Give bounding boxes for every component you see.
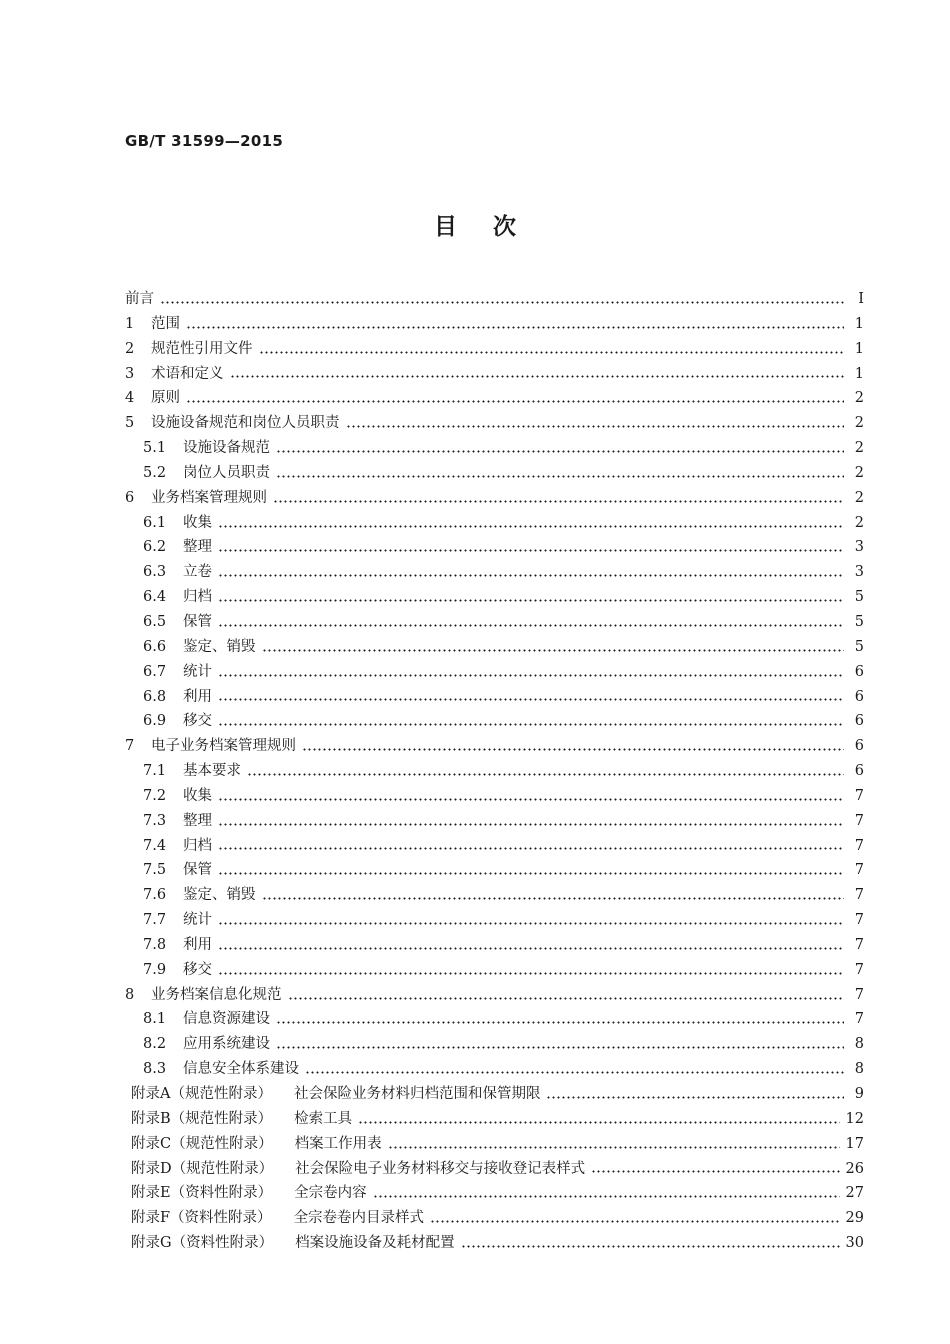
appendix-label: 附录F（资料性附录） xyxy=(131,1210,272,1227)
toc-entry-number: 6.4 xyxy=(143,589,167,606)
toc-entry-page: 27 xyxy=(845,1185,864,1202)
toc-entry-title: 业务档案管理规则 xyxy=(151,489,267,506)
toc-entry-page: Ⅰ xyxy=(858,291,864,307)
toc-entry[interactable] xyxy=(125,784,864,809)
toc-entry-appendix[interactable] xyxy=(125,1107,864,1132)
dot-leader xyxy=(218,872,844,875)
appendix-label: 附录D（规范性附录） xyxy=(131,1160,274,1177)
toc-entry-title: 业务档案信息化规范 xyxy=(151,986,282,1003)
toc-entry-page: 17 xyxy=(845,1135,864,1152)
toc-entry-title: 保管 xyxy=(183,613,212,630)
toc-entry-page: 7 xyxy=(854,961,864,978)
toc-entry[interactable] xyxy=(125,461,864,486)
page-title: 目次 xyxy=(434,214,552,240)
toc-entry-page: 2 xyxy=(854,440,864,457)
dot-leader xyxy=(218,972,844,975)
dot-leader xyxy=(461,1245,840,1248)
toc-entry-title: 全宗卷卷内目录样式 xyxy=(293,1210,425,1227)
dot-leader xyxy=(247,773,844,776)
toc-entry-title: 社会保险业务材料归档范围和保管期限 xyxy=(293,1086,541,1102)
toc-entry-title: 岗位人员职责 xyxy=(183,464,270,481)
toc-entry-title: 信息安全体系建设 xyxy=(183,1061,299,1078)
toc-entry-title: 收集 xyxy=(183,787,212,804)
toc-entry-number: 6.7 xyxy=(143,663,167,680)
toc-entry-title: 设施设备规范和岗位人员职责 xyxy=(151,415,340,432)
toc-entry-number: 7.9 xyxy=(143,961,167,978)
dot-leader xyxy=(160,301,844,304)
toc-entry[interactable] xyxy=(125,908,864,933)
dot-leader xyxy=(218,549,844,552)
toc-entry-title: 收集 xyxy=(183,514,212,531)
toc-entry-page: 3 xyxy=(854,564,864,581)
dot-leader xyxy=(218,624,844,627)
toc-entry-page: 29 xyxy=(845,1210,864,1227)
dot-leader xyxy=(218,574,844,577)
toc-entry[interactable] xyxy=(125,983,864,1008)
dot-leader xyxy=(430,1220,839,1223)
dot-leader xyxy=(305,1071,844,1074)
toc-entry-page: 7 xyxy=(854,1011,864,1028)
dot-leader xyxy=(262,649,845,652)
dot-leader xyxy=(218,723,844,726)
toc-entry-page: 5 xyxy=(854,638,864,655)
toc-entry-title: 档案设施设备及耗材配置 xyxy=(295,1235,455,1252)
toc-entry-appendix[interactable] xyxy=(125,1132,864,1157)
dot-leader xyxy=(218,599,844,602)
dot-leader xyxy=(262,897,845,900)
toc-entry-front[interactable] xyxy=(125,287,864,312)
toc-entry-number: 6.9 xyxy=(143,713,167,730)
toc-entry-appendix[interactable] xyxy=(125,1231,864,1256)
toc-entry-number: 7.1 xyxy=(143,763,167,780)
toc-entry-page: 2 xyxy=(854,489,864,506)
toc-entry-page: 30 xyxy=(845,1235,864,1252)
toc-entry-page: 6 xyxy=(854,713,864,730)
toc-entry-page: 5 xyxy=(854,589,864,606)
toc-entry[interactable] xyxy=(125,933,864,958)
toc-entry-page: 26 xyxy=(845,1160,864,1177)
toc-entry-title: 移交 xyxy=(183,713,212,730)
toc-entry-title: 移交 xyxy=(183,961,212,978)
toc-entry[interactable] xyxy=(125,362,864,387)
toc-entry-title: 前言 xyxy=(125,291,154,307)
toc-entry[interactable] xyxy=(125,834,864,859)
toc-entry-page: 12 xyxy=(845,1110,864,1127)
toc-entry[interactable] xyxy=(125,535,864,560)
toc-entry[interactable] xyxy=(125,759,864,784)
toc-entry-title: 归档 xyxy=(183,837,212,854)
toc-entry-number: 7.8 xyxy=(143,936,167,953)
toc-entry-page: 7 xyxy=(854,887,864,904)
toc-entry-page: 7 xyxy=(854,986,864,1003)
dot-leader xyxy=(259,351,845,354)
dot-leader xyxy=(276,1021,844,1024)
dot-leader xyxy=(186,400,844,403)
toc-entry-number: 4 xyxy=(125,390,135,407)
toc-entry-title: 保管 xyxy=(183,862,212,879)
toc-entry[interactable] xyxy=(125,585,864,610)
dot-leader xyxy=(591,1170,839,1173)
toc-entry-title: 信息资源建设 xyxy=(183,1011,270,1028)
toc-entry-page: 8 xyxy=(854,1036,864,1053)
dot-leader xyxy=(373,1195,840,1198)
toc-entry-page: 2 xyxy=(854,464,864,481)
table-of-contents xyxy=(125,287,864,1256)
dot-leader xyxy=(218,674,844,677)
toc-entry-page: 2 xyxy=(854,390,864,407)
toc-entry-page: 1 xyxy=(854,365,864,382)
dot-leader xyxy=(346,425,845,428)
toc-entry-number: 5.1 xyxy=(143,440,167,457)
toc-entry-title: 设施设备规范 xyxy=(183,440,270,457)
toc-entry-title: 原则 xyxy=(151,390,180,407)
toc-entry-number: 8 xyxy=(125,986,135,1003)
toc-entry-title: 鉴定、销毁 xyxy=(183,887,256,904)
dot-leader xyxy=(218,698,844,701)
toc-entry-number: 6.1 xyxy=(143,514,167,531)
toc-entry[interactable] xyxy=(125,858,864,883)
toc-entry[interactable] xyxy=(125,312,864,337)
dot-leader xyxy=(218,525,844,528)
toc-entry[interactable] xyxy=(125,709,864,734)
toc-entry-title: 利用 xyxy=(183,936,212,953)
toc-entry-page: 7 xyxy=(854,787,864,804)
appendix-label: 附录A（规范性附录） xyxy=(131,1086,272,1102)
toc-entry-page: 6 xyxy=(854,688,864,705)
toc-entry-page: 7 xyxy=(854,862,864,879)
toc-entry-appendix[interactable] xyxy=(125,1206,864,1231)
toc-entry-title: 鉴定、销毁 xyxy=(183,638,256,655)
toc-entry-title: 全宗卷内容 xyxy=(294,1185,367,1202)
dot-leader xyxy=(218,847,844,850)
toc-entry-title: 立卷 xyxy=(183,564,212,581)
toc-entry-number: 8.1 xyxy=(143,1011,167,1028)
toc-entry[interactable] xyxy=(125,635,864,660)
toc-entry-page: 7 xyxy=(854,912,864,929)
toc-entry[interactable] xyxy=(125,1057,864,1082)
appendix-label: 附录E（资料性附录） xyxy=(131,1185,273,1202)
toc-entry[interactable] xyxy=(125,511,864,536)
toc-entry-number: 7.4 xyxy=(143,837,167,854)
dot-leader xyxy=(230,375,845,378)
toc-entry-title: 档案工作用表 xyxy=(294,1135,382,1152)
toc-entry-title: 范围 xyxy=(151,315,180,332)
toc-entry-title: 归档 xyxy=(183,589,212,606)
toc-entry[interactable] xyxy=(125,809,864,834)
toc-entry-title: 检索工具 xyxy=(294,1110,353,1127)
standard-code: GB/T 31599—2015 xyxy=(125,132,284,150)
toc-entry-page: 6 xyxy=(854,763,864,780)
dot-leader xyxy=(546,1096,844,1099)
toc-entry-title: 应用系统建设 xyxy=(183,1036,270,1053)
dot-leader xyxy=(186,326,844,329)
toc-entry[interactable] xyxy=(125,486,864,511)
toc-entry-title: 基本要求 xyxy=(183,763,241,780)
toc-entry-page: 8 xyxy=(854,1061,864,1078)
toc-entry[interactable] xyxy=(125,337,864,362)
toc-entry-number: 8.3 xyxy=(143,1061,167,1078)
toc-entry-number: 1 xyxy=(125,315,135,332)
toc-entry-appendix[interactable] xyxy=(125,1082,864,1107)
toc-entry-number: 8.2 xyxy=(143,1036,167,1053)
toc-entry-number: 6.2 xyxy=(143,539,167,556)
toc-entry-title: 电子业务档案管理规则 xyxy=(151,738,296,755)
toc-entry[interactable] xyxy=(125,660,864,685)
dot-leader xyxy=(276,450,844,453)
toc-entry-page: 3 xyxy=(854,539,864,556)
toc-entry-number: 6.6 xyxy=(143,638,167,655)
dot-leader xyxy=(218,922,844,925)
toc-entry-number: 7.2 xyxy=(143,787,167,804)
toc-entry[interactable] xyxy=(125,734,864,759)
dot-leader xyxy=(218,823,844,826)
toc-entry[interactable] xyxy=(125,1032,864,1057)
toc-entry[interactable] xyxy=(125,958,864,983)
toc-entry-number: 5 xyxy=(125,415,135,432)
toc-entry-page: 2 xyxy=(854,514,864,531)
toc-entry-number: 7 xyxy=(125,738,135,755)
dot-leader xyxy=(302,748,844,751)
toc-entry-title: 社会保险电子业务材料移交与接收登记表样式 xyxy=(295,1160,586,1177)
toc-entry-title: 统计 xyxy=(183,912,212,929)
toc-entry-title: 利用 xyxy=(183,688,212,705)
toc-entry-title: 统计 xyxy=(183,663,212,680)
toc-entry-page: 6 xyxy=(854,663,864,680)
toc-entry[interactable] xyxy=(125,883,864,908)
toc-entry-page: 1 xyxy=(854,315,864,332)
toc-entry-number: 6 xyxy=(125,489,135,506)
toc-entry[interactable] xyxy=(125,436,864,461)
dot-leader xyxy=(218,947,844,950)
toc-entry[interactable] xyxy=(125,386,864,411)
toc-entry-title: 术语和定义 xyxy=(151,365,224,382)
appendix-label: 附录C（规范性附录） xyxy=(131,1135,273,1152)
toc-entry-number: 7.5 xyxy=(143,862,167,879)
toc-entry-appendix[interactable] xyxy=(125,1181,864,1206)
dot-leader xyxy=(276,1046,844,1049)
toc-entry-number: 7.3 xyxy=(143,812,167,829)
toc-entry-number: 6.5 xyxy=(143,613,167,630)
toc-entry-number: 5.2 xyxy=(143,464,167,481)
toc-entry-number: 7.6 xyxy=(143,887,167,904)
toc-entry-page: 5 xyxy=(854,613,864,630)
toc-entry-page: 9 xyxy=(854,1086,864,1102)
toc-entry-page: 7 xyxy=(854,936,864,953)
toc-entry-number: 7.7 xyxy=(143,912,167,929)
dot-leader xyxy=(276,475,844,478)
toc-entry-number: 6.8 xyxy=(143,688,167,705)
toc-entry-title: 规范性引用文件 xyxy=(151,340,253,357)
toc-entry-page: 1 xyxy=(854,340,864,357)
toc-entry-number: 3 xyxy=(125,365,135,382)
toc-entry[interactable] xyxy=(125,610,864,635)
toc-entry-appendix[interactable] xyxy=(125,1157,864,1182)
toc-entry-number: 6.3 xyxy=(143,564,167,581)
dot-leader xyxy=(358,1121,839,1124)
appendix-label: 附录B（规范性附录） xyxy=(131,1110,273,1127)
toc-entry[interactable] xyxy=(125,1007,864,1032)
toc-entry[interactable] xyxy=(125,685,864,710)
toc-entry[interactable] xyxy=(125,560,864,585)
dot-leader xyxy=(388,1146,840,1149)
toc-entry-title: 整理 xyxy=(183,539,212,556)
toc-entry-page: 7 xyxy=(854,812,864,829)
appendix-label: 附录G（资料性附录） xyxy=(131,1235,274,1252)
toc-entry[interactable] xyxy=(125,411,864,436)
dot-leader xyxy=(288,997,845,1000)
dot-leader xyxy=(218,798,844,801)
toc-entry-number: 2 xyxy=(125,340,135,357)
toc-entry-page: 7 xyxy=(854,837,864,854)
dot-leader xyxy=(273,500,844,503)
toc-entry-title: 整理 xyxy=(183,812,212,829)
toc-entry-page: 6 xyxy=(854,738,864,755)
toc-entry-page: 2 xyxy=(854,415,864,432)
